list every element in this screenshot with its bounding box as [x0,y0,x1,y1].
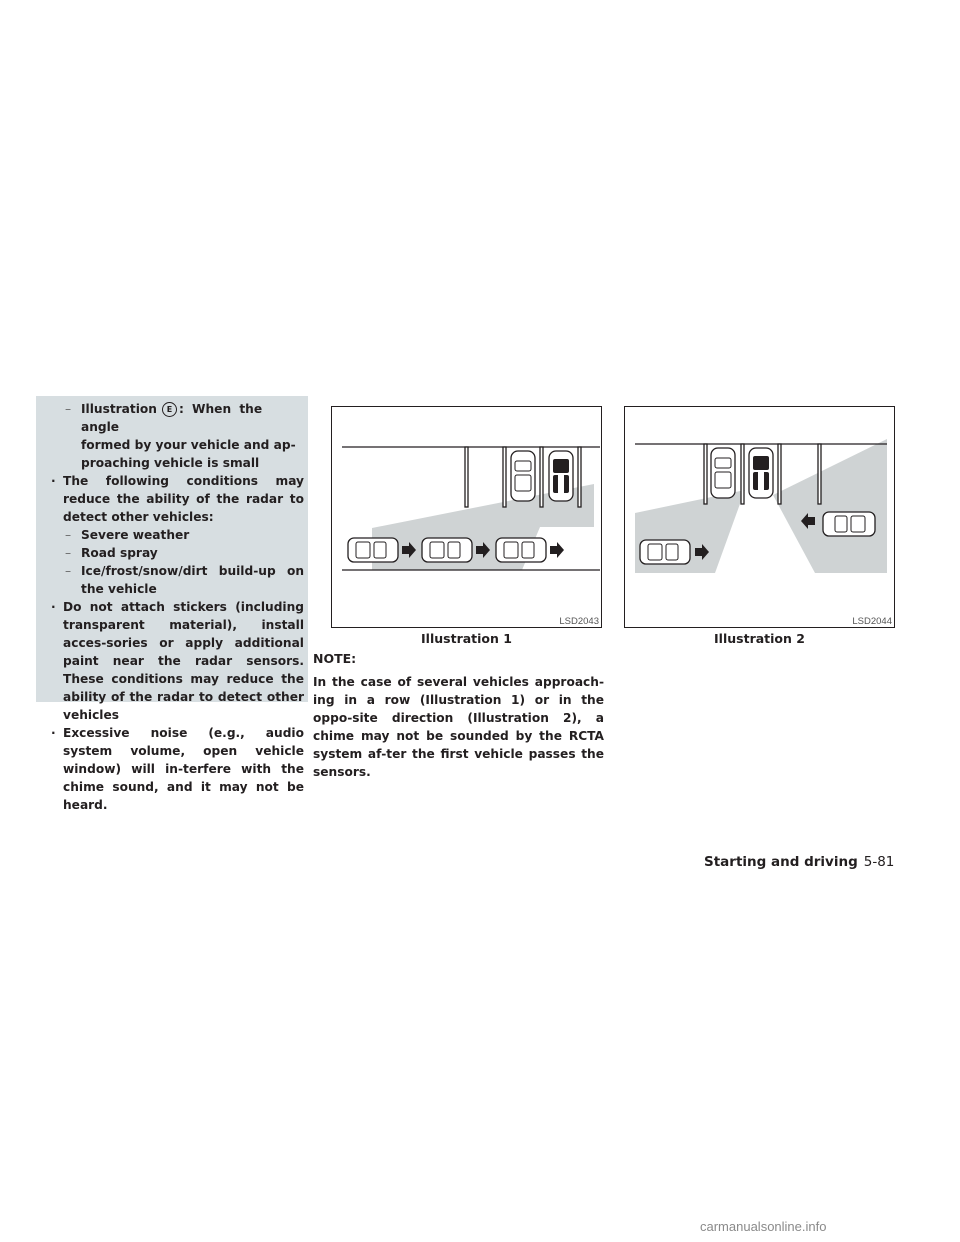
arrow-right-icon [550,542,564,558]
stickers-warning: · Do not attach stickers (including transparent material), install acces-sories or apply additional paint near the radar sensors. These conditions may reduce the ability of the radar to detect other vehicles [51,600,304,722]
note-heading: NOTE: [313,651,357,666]
illustration-2-caption: Illustration 2 [714,631,805,646]
radar-detection-zone [773,439,887,573]
parking-divider [578,447,581,507]
figure-code: LSD2043 [559,616,599,627]
illustration-2-drawing [625,407,894,627]
note-body: In the case of several vehicles approach-ing in a row (Illustration 1) or in the oppo-site direction (Illustration 2), a chime may not be sounded by the RCTA system af-ter the first vehicle passes the sensors. [313,675,604,779]
illustration-1-caption: Illustration 1 [421,631,512,646]
condition-item: – Severe weather [65,528,190,542]
page-number: 5-81 [863,854,895,870]
page-footer [704,854,894,870]
bullet-marker: · [51,474,56,488]
noise-warning: · Excessive noise (e.g., audio system volume, open vehicle window) will in-terfere with the chime sound, and it may not be heard. [51,726,304,812]
figure-code: LSD2044 [852,616,892,627]
own-vehicle [749,448,773,498]
approaching-car-right [823,512,875,536]
dash-marker: – [65,402,72,416]
parking-divider [778,444,781,504]
parking-divider [704,444,707,504]
warning-box [36,396,308,812]
illustration-1-drawing [332,407,601,627]
circled-letter-e: E [162,402,177,417]
approaching-car [348,538,398,562]
watermark: carmanualsonline.info [700,1219,827,1234]
approaching-car [496,538,546,562]
illustration-e-item: – Illustration E : When the angle formed by your vehicle and ap- proaching vehicle is small [65,402,296,470]
parking-divider [818,444,821,504]
parked-car [711,448,735,498]
parking-divider [503,447,506,507]
parking-divider [540,447,543,507]
parking-divider [741,444,744,504]
parked-car [511,451,535,501]
parking-divider [465,447,468,507]
section-title: Starting and driving [704,854,858,870]
condition-item: – Road spray [65,546,158,560]
own-vehicle [549,451,573,501]
illustration-1 [331,406,602,628]
conditions-intro: · The following conditions may reduce the ability of the radar to detect other vehicles: [51,474,304,524]
condition-item: – Ice/frost/snow/dirt build-up on the vehicle [65,564,304,596]
approaching-car-left [640,540,690,564]
approaching-car [422,538,472,562]
illustration-2 [624,406,895,628]
